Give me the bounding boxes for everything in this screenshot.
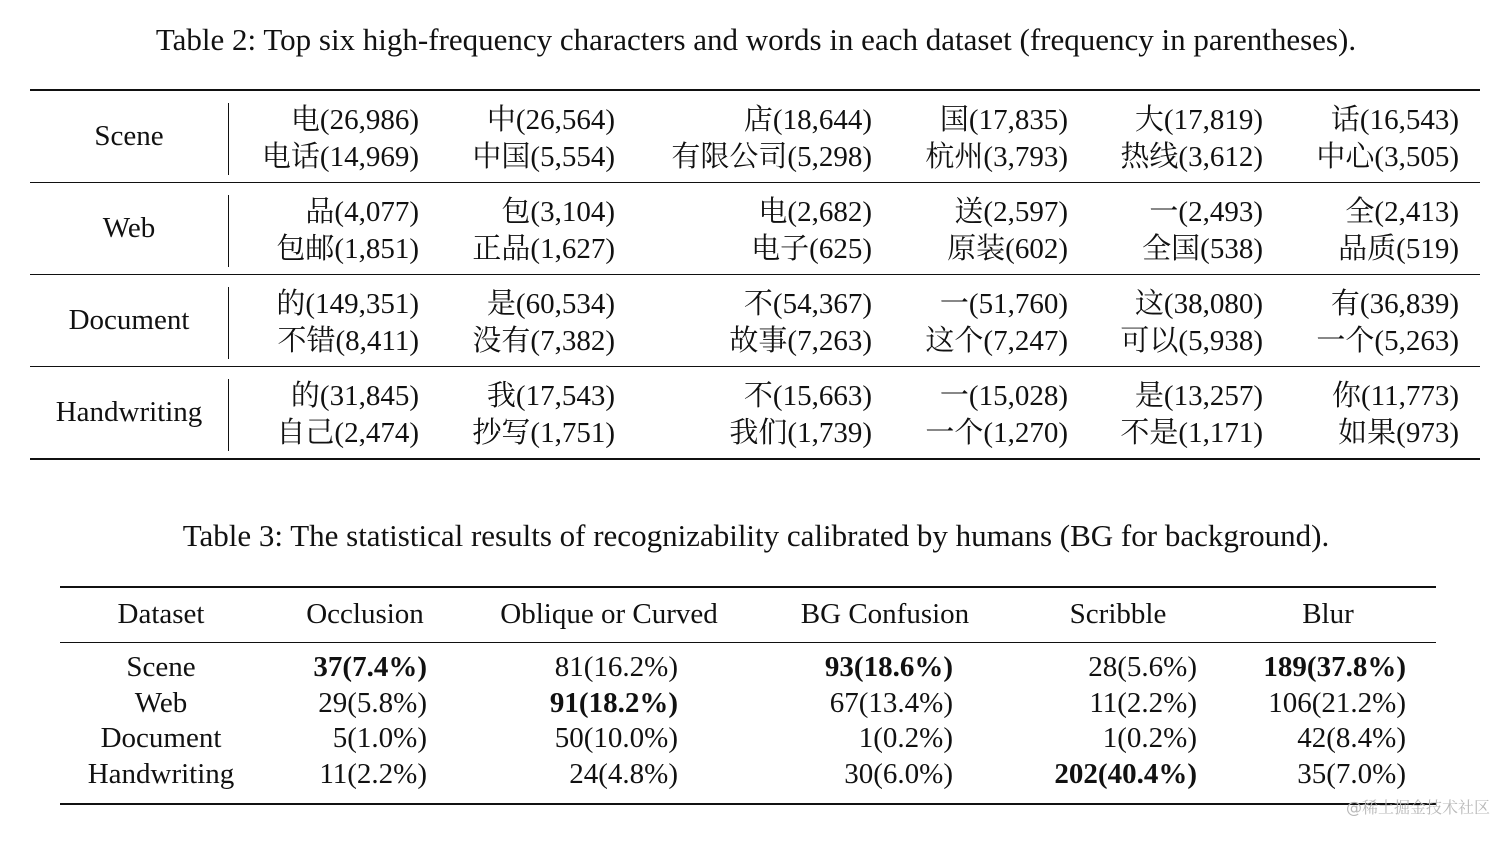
column-divider <box>228 195 229 267</box>
table2-row <box>30 91 1480 183</box>
value-cell: 42(8.4%) <box>1297 722 1406 754</box>
frequency-cell <box>671 102 872 176</box>
value-cell: 1(0.2%) <box>1102 722 1197 754</box>
top-word: 杭州(3,793) <box>925 141 1068 173</box>
top-character: 店(18,644) <box>743 104 872 136</box>
frequency-cell <box>472 194 615 268</box>
top-character: 一(2,493) <box>1149 196 1263 228</box>
table2-row <box>30 275 1480 367</box>
top-word: 没有(7,382) <box>472 325 615 357</box>
table3-row <box>60 687 1436 723</box>
frequency-cell <box>1338 194 1459 268</box>
top-word: 热线(3,612) <box>1120 141 1263 173</box>
dataset-name: Scene <box>126 651 196 683</box>
dataset-name: Scene <box>94 120 164 152</box>
value-cell: 106(21.2%) <box>1268 686 1406 719</box>
frequency-cell <box>276 286 419 360</box>
top-word: 我们(1,739) <box>729 417 872 449</box>
top-character: 话(16,543) <box>1330 104 1459 136</box>
top-character: 大(17,819) <box>1134 104 1263 136</box>
top-word: 品质(519) <box>1338 233 1459 265</box>
watermark: @稀土掘金技术社区 <box>1345 798 1490 817</box>
top-character: 电(26,986) <box>290 104 419 136</box>
frequency-cell <box>472 102 615 176</box>
table3-row <box>60 651 1436 687</box>
top-character: 送(2,597) <box>954 196 1068 228</box>
dataset-name: Handwriting <box>87 757 235 790</box>
value-cell: 81(16.2%) <box>554 651 678 683</box>
column-header: Scribble <box>1069 598 1167 630</box>
top-character: 电(2,682) <box>758 196 872 228</box>
top-word: 包邮(1,851) <box>276 233 419 265</box>
value-cell: 35(7.0%) <box>1297 757 1406 790</box>
top-character: 我(17,543) <box>486 380 615 412</box>
top-word: 不是(1,171) <box>1120 417 1263 449</box>
column-header: Dataset <box>117 598 205 630</box>
column-header: Blur <box>1302 598 1354 630</box>
top-word: 一个(1,270) <box>925 417 1068 449</box>
table2-row <box>30 183 1480 275</box>
top-word: 自己(2,474) <box>276 417 419 449</box>
value-cell: 37(7.4%) <box>313 651 427 683</box>
table2 <box>30 89 1480 460</box>
top-word: 中心(3,505) <box>1316 141 1459 173</box>
top-word: 这个(7,247) <box>925 325 1068 357</box>
frequency-cell <box>751 194 872 268</box>
top-word: 可以(5,938) <box>1120 325 1263 357</box>
top-word: 有限公司(5,298) <box>671 141 872 173</box>
table2-caption: Table 2: Top six high-frequency characters and words in each dataset (frequency in parentheses). <box>155 22 1357 57</box>
top-word: 不错(8,411) <box>277 325 419 357</box>
top-character: 一(15,028) <box>939 380 1068 412</box>
frequency-cell <box>729 378 872 452</box>
top-character: 全(2,413) <box>1345 196 1459 228</box>
dataset-name: Web <box>102 212 156 244</box>
frequency-cell <box>1332 378 1459 452</box>
top-character: 这(38,080) <box>1134 288 1263 320</box>
table3-caption: Table 3: The statistical results of recognizability calibrated by humans (BG for background). <box>182 518 1330 553</box>
top-character: 包(3,104) <box>501 196 615 228</box>
value-cell: 67(13.4%) <box>829 686 953 719</box>
top-character: 的(31,845) <box>290 380 419 412</box>
top-word: 原装(602) <box>947 233 1068 265</box>
column-header: Oblique or Curved <box>500 598 718 630</box>
frequency-cell <box>1142 194 1263 268</box>
top-word: 全国(538) <box>1142 233 1263 265</box>
value-cell: 50(10.0%) <box>554 722 678 754</box>
frequency-cell <box>925 378 1068 452</box>
top-word: 电子(625) <box>751 233 872 265</box>
table3-row <box>60 722 1436 758</box>
dataset-name: Handwriting <box>55 396 203 428</box>
column-header: BG Confusion <box>800 598 970 630</box>
value-cell: 91(18.2%) <box>549 686 678 719</box>
table3-row <box>60 758 1436 794</box>
top-character: 有(36,839) <box>1330 288 1459 320</box>
value-cell: 11(2.2%) <box>319 757 427 790</box>
value-cell: 1(0.2%) <box>858 722 953 754</box>
top-character: 你(11,773) <box>1332 380 1459 412</box>
top-character: 是(13,257) <box>1134 380 1263 412</box>
dataset-name: Web <box>134 686 188 719</box>
frequency-cell <box>925 102 1068 176</box>
top-word: 正品(1,627) <box>472 233 615 265</box>
top-character: 是(60,534) <box>486 288 615 320</box>
table3-header-row <box>60 588 1436 643</box>
top-character: 品(4,077) <box>305 196 419 228</box>
top-character: 不(15,663) <box>743 380 872 412</box>
table3 <box>60 586 1436 805</box>
value-cell: 24(4.8%) <box>569 757 678 790</box>
frequency-cell <box>472 378 615 452</box>
column-header: Occlusion <box>306 598 424 630</box>
column-divider <box>228 379 229 451</box>
frequency-cell <box>1316 286 1459 360</box>
top-character: 不(54,367) <box>743 288 872 320</box>
top-character: 一(51,760) <box>939 288 1068 320</box>
top-character: 中(26,564) <box>486 104 615 136</box>
frequency-cell <box>925 286 1068 360</box>
frequency-cell <box>1120 286 1263 360</box>
frequency-cell <box>729 286 872 360</box>
top-word: 故事(7,263) <box>729 325 872 357</box>
top-word: 电话(14,969) <box>261 141 419 173</box>
dataset-name: Document <box>100 722 222 754</box>
top-character: 的(149,351) <box>276 288 419 320</box>
value-cell: 5(1.0%) <box>332 722 427 754</box>
frequency-cell <box>472 286 615 360</box>
column-divider <box>228 287 229 359</box>
top-word: 抄写(1,751) <box>472 417 615 449</box>
value-cell: 29(5.8%) <box>318 686 427 719</box>
table2-row <box>30 367 1480 458</box>
column-divider <box>228 103 229 175</box>
value-cell: 28(5.6%) <box>1088 651 1197 683</box>
frequency-cell <box>1316 102 1459 176</box>
frequency-cell <box>1120 378 1263 452</box>
frequency-cell <box>262 102 419 176</box>
value-cell: 11(2.2%) <box>1089 686 1197 719</box>
frequency-cell <box>276 378 419 452</box>
value-cell: 189(37.8%) <box>1263 651 1406 683</box>
top-word: 中国(5,554) <box>472 141 615 173</box>
value-cell: 202(40.4%) <box>1054 757 1197 790</box>
frequency-cell <box>1120 102 1263 176</box>
frequency-cell <box>276 194 419 268</box>
frequency-cell <box>947 194 1068 268</box>
top-character: 国(17,835) <box>939 104 1068 136</box>
dataset-name: Document <box>68 304 190 336</box>
top-word: 一个(5,263) <box>1316 325 1459 357</box>
top-word: 如果(973) <box>1338 417 1459 449</box>
value-cell: 30(6.0%) <box>844 757 953 790</box>
value-cell: 93(18.6%) <box>824 651 953 683</box>
